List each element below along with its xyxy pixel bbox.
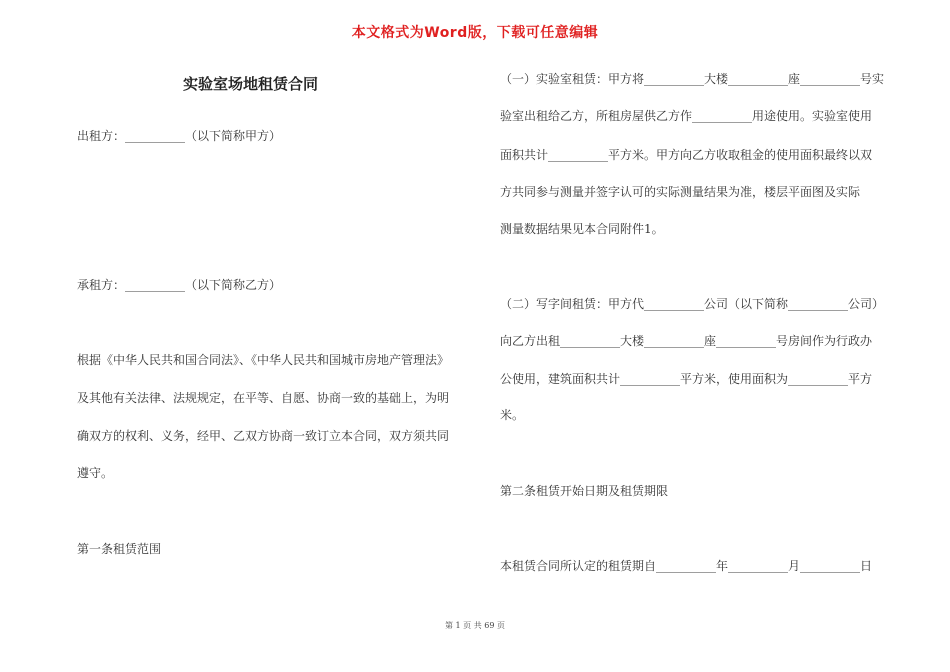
lease-term-line: 本租赁合同所认定的租赁期自__________年__________月__________日 [500, 559, 873, 573]
lab-lease-clause-line: 方共同参与测量并签字认可的实际测量结果为准，楼层平面图及实际 [500, 185, 861, 199]
office-lease-clause-line: （二）写字间租赁：甲方代__________公司（以下简称__________公司） [500, 297, 885, 311]
lab-lease-clause-line: （一）实验室租赁：甲方将__________大楼__________座__________号实 [500, 72, 885, 86]
preamble-line: 及其他有关法律、法规规定，在平等、自愿、协商一致的基础上，为明 [77, 391, 450, 405]
preamble-line: 确双方的权利、义务，经甲、乙双方协商一致订立本合同，双方须共同 [77, 429, 450, 443]
preamble-line: 根据《中华人民共和国合同法》、《中华人民共和国城市房地产管理法》 [77, 353, 450, 367]
lessee-line: 承租方：__________（以下简称乙方） [77, 278, 282, 292]
page-number-footer: 第 1 页 共 69 页 [445, 621, 505, 630]
preamble-line: 遵守。 [77, 466, 114, 480]
lessor-line: 出租方：__________（以下简称甲方） [77, 129, 282, 143]
article-1-heading: 第一条租赁范围 [77, 542, 162, 556]
lab-lease-clause-line: 面积共计__________平方米。甲方向乙方收取租金的使用面积最终以双 [500, 148, 873, 162]
format-notice-banner: 本文格式为Word版，下载可任意编辑 [351, 25, 599, 41]
lab-lease-clause-line: 测量数据结果见本合同附件1。 [500, 222, 664, 236]
office-lease-clause-line: 公使用，建筑面积共计__________平方米，使用面积为__________平方 [500, 372, 873, 386]
office-lease-clause-line: 向乙方出租__________大楼__________座__________号房间作为行政办 [500, 334, 873, 348]
document-title: 实验室场地租赁合同 [183, 75, 319, 93]
article-2-heading: 第二条租赁开始日期及租赁期限 [500, 484, 669, 498]
office-lease-clause-line: 米。 [500, 408, 525, 422]
lab-lease-clause-line: 验室出租给乙方，所租房屋供乙方作__________用途使用。实验室使用 [500, 109, 873, 123]
